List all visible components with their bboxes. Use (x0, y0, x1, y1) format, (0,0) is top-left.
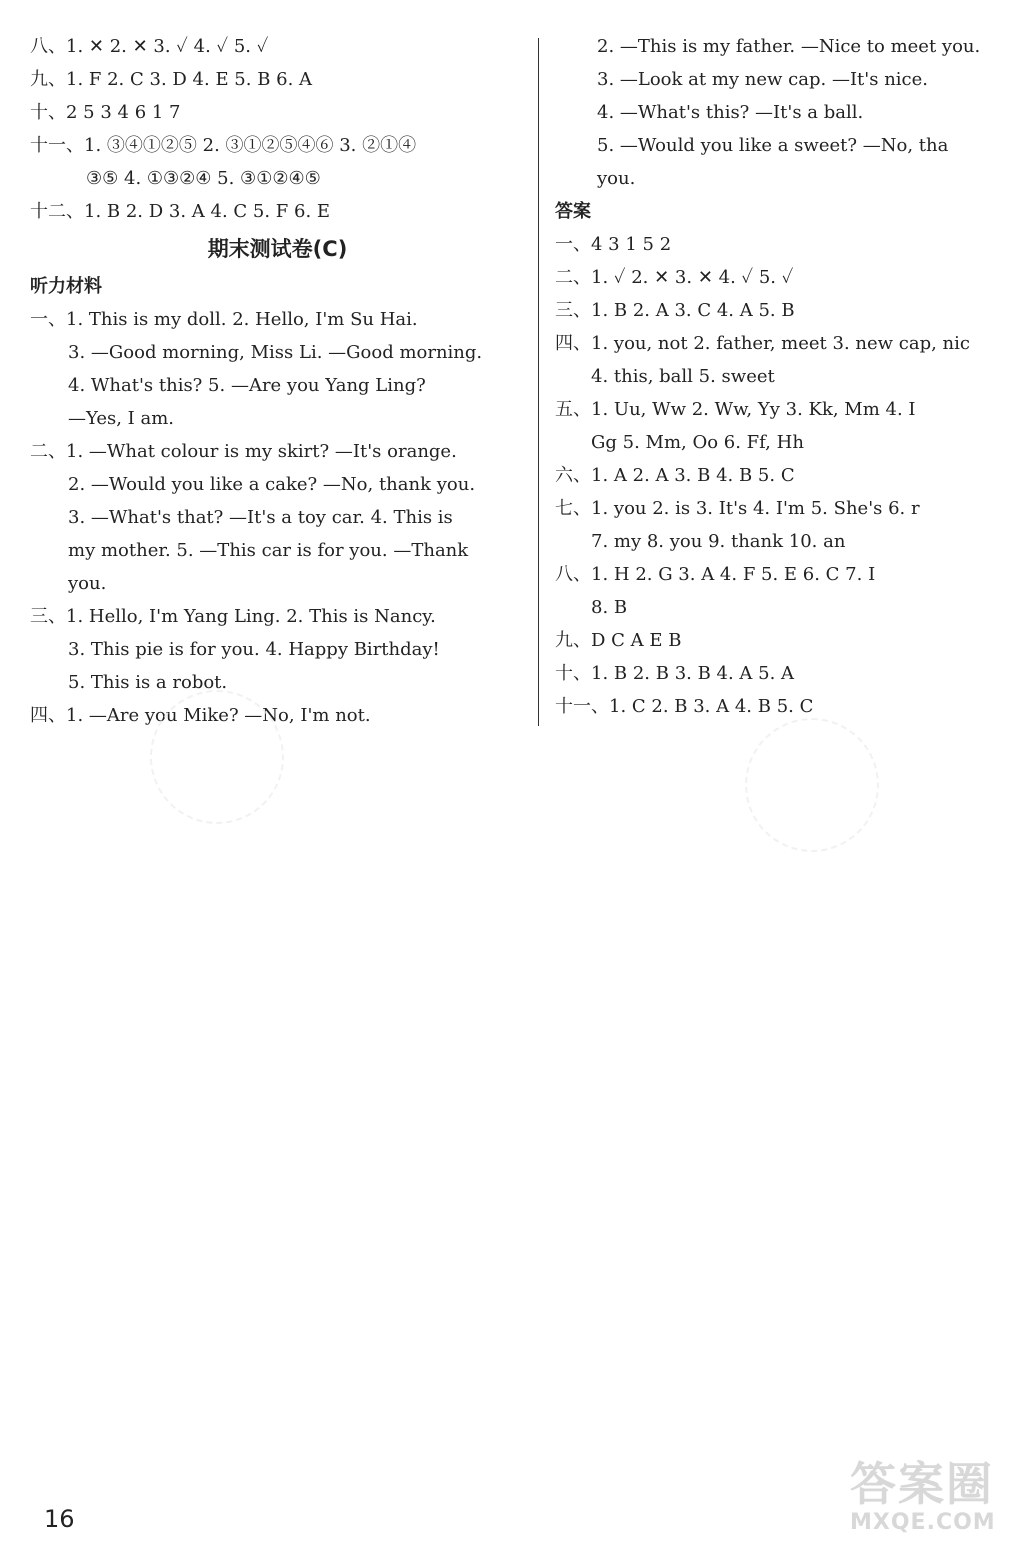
right-column (555, 30, 1034, 723)
answer-line-shier: 十二、1. B 2. D 3. A 4. C 5. F 6. E (30, 201, 331, 222)
answer-line-jiu: 九、D C A E B (555, 630, 682, 651)
answer-line-san: 三、1. B 2. A 3. C 4. A 5. B (555, 300, 795, 321)
stamp-icon (150, 690, 284, 824)
answer-line-ba: 八、1. H 2. G 3. A 4. F 5. E 6. C 7. I (555, 564, 876, 585)
answer-line-wu: 五、1. Uu, Ww 2. Ww, Yy 3. Kk, Mm 4. I (555, 399, 916, 420)
answer-line-shiyi: 十一、1. ③④①②⑤ 2. ③①②⑤④⑥ 3. ②①④ (30, 135, 417, 156)
answer-line-wu-cont: Gg 5. Mm, Oo 6. Ff, Hh (591, 432, 804, 453)
listening-line: 4. What's this? 5. —Are you Yang Ling? (68, 375, 426, 396)
listening-line: 3. —Look at my new cap. —It's nice. (597, 69, 929, 90)
listening-line: 3. —What's that? —It's a toy car. 4. This is (68, 507, 453, 528)
listening-line: 三、1. Hello, I'm Yang Ling. 2. This is Nancy. (30, 606, 436, 627)
listening-heading: 听力材料 (30, 276, 102, 297)
listening-line: you. (68, 573, 107, 594)
listening-line: 4. —What's this? —It's a ball. (597, 102, 864, 123)
answer-line-yi: 一、4 3 1 5 2 (555, 234, 672, 255)
answer-line-qi-cont: 7. my 8. you 9. thank 10. an (591, 531, 846, 552)
answers-heading: 答案 (555, 201, 591, 222)
watermark-text: 答案圈 (850, 1457, 994, 1511)
stamp-icon (745, 718, 879, 852)
page-number: 16 (44, 1505, 75, 1533)
answer-line-si-cont: 4. this, ball 5. sweet (591, 366, 775, 387)
listening-line: 3. —Good morning, Miss Li. —Good morning. (68, 342, 483, 363)
listening-line: 四、1. —Are you Mike? —No, I'm not. (30, 705, 371, 726)
answer-line-si: 四、1. you, not 2. father, meet 3. new cap, nic (555, 333, 970, 354)
answer-line-qi: 七、1. you 2. is 3. It's 4. I'm 5. She's 6. r (555, 498, 920, 519)
answer-line-shi: 十、1. B 2. B 3. B 4. A 5. A (555, 663, 795, 684)
watermark-logo (850, 1458, 1025, 1540)
answer-line-ba: 八、1. ✕ 2. ✕ 3. ✓ 4. ✓ 5. ✓ (30, 36, 269, 57)
listening-line: 3. This pie is for you. 4. Happy Birthday! (68, 639, 440, 660)
listening-line: 一、1. This is my doll. 2. Hello, I'm Su Hai. (30, 309, 418, 330)
listening-line: 5. This is a robot. (68, 672, 228, 693)
left-column (30, 30, 525, 732)
listening-line: my mother. 5. —This car is for you. —Thank (68, 540, 469, 561)
answer-line-jiu: 九、1. F 2. C 3. D 4. E 5. B 6. A (30, 69, 313, 90)
answer-line-shiyi: 十一、1. C 2. B 3. A 4. B 5. C (555, 696, 814, 717)
listening-line: 2. —Would you like a cake? —No, thank you. (68, 474, 476, 495)
watermark-url: MXQE.COM (850, 1510, 996, 1535)
listening-line: 二、1. —What colour is my skirt? —It's orange. (30, 441, 457, 462)
answer-line-shiyi-cont: ③⑤ 4. ①③②④ 5. ③①②④⑤ (86, 168, 321, 189)
listening-line: you. (597, 168, 636, 189)
listening-line: 5. —Would you like a sweet? —No, tha (597, 135, 949, 156)
answer-line-shi: 十、2 5 3 4 6 1 7 (30, 102, 181, 123)
section-title: 期末测试卷(C) (207, 237, 348, 261)
column-divider (538, 38, 539, 726)
listening-line: 2. —This is my father. —Nice to meet you. (597, 36, 981, 57)
answer-line-er: 二、1. ✓ 2. ✕ 3. ✕ 4. ✓ 5. ✓ (555, 267, 794, 288)
listening-line: —Yes, I am. (68, 408, 175, 429)
answer-line-liu: 六、1. A 2. A 3. B 4. B 5. C (555, 465, 795, 486)
answer-line-ba-cont: 8. B (591, 597, 628, 618)
